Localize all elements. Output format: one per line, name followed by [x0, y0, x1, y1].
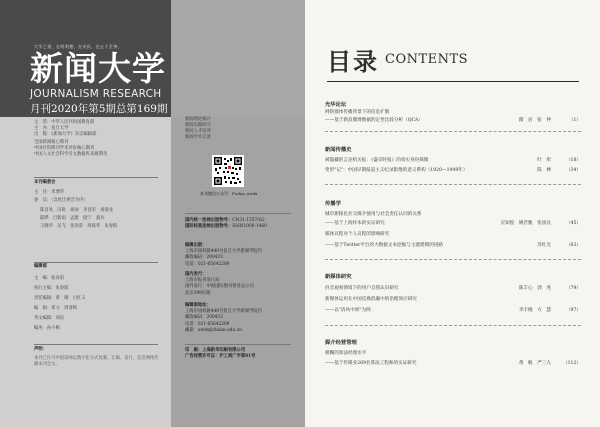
toc-article-title: 模糊的算法经理水平 [325, 351, 367, 356]
toc-article-author: 苏红光 [537, 243, 551, 248]
address-block-distribution [185, 272, 254, 297]
masthead-value: 《新闻大学》杂志编辑部 [51, 132, 97, 137]
address-block-editorial [185, 243, 262, 268]
notice-heading: 声明： [34, 347, 47, 352]
toc-article-page: （18） [565, 158, 581, 163]
journal-title-cn: 新闻大学 [30, 49, 166, 88]
masthead-value: 复旦大学 [51, 126, 69, 131]
pub-value: ISSN1006-1460 [232, 224, 267, 230]
toc-article-author: 黄 帆 严三九 [518, 361, 551, 366]
address-line: 北京399信箱 [185, 290, 211, 296]
printing-block [185, 348, 255, 360]
toc-section-heading: 新媒体研究 [325, 274, 352, 280]
toc-section-heading: 媒介经营管理 [325, 340, 357, 346]
toc-article-author: 叶 彤 [537, 158, 551, 163]
cover-header [0, 0, 171, 117]
toc-article-title: 被隐藏的言论机关报：《盛京时报》的真实身份探微 [325, 158, 429, 163]
toc-article[interactable] [325, 360, 581, 367]
divider [34, 262, 158, 263]
divider [185, 213, 291, 214]
toc-article[interactable] [325, 296, 581, 303]
pub-label: 国际标准连续出版物号： [185, 224, 233, 230]
issn-block [185, 218, 267, 230]
toc-top-rule [327, 81, 579, 82]
toc-title-en: CONTENTS [385, 52, 469, 67]
mission-item: 新闻实践研究 [185, 123, 211, 128]
toc-article-author: 隋 岩 张 仲 [518, 118, 551, 123]
address-label: 国内发行： [185, 272, 207, 277]
qr-caption: 本刊微信公众号：Fudan_xwdx [200, 191, 258, 196]
toc-article[interactable] [325, 242, 581, 249]
toc-article[interactable] [325, 220, 581, 227]
cover-left-column [0, 0, 171, 427]
issue-number: 月刊2020年第5期总第169期 [30, 103, 168, 115]
address-line: 邮政编码：200433 [185, 255, 223, 261]
editorial-board-heading: 本刊编委会 [34, 180, 56, 185]
toc-article[interactable] [325, 117, 581, 124]
editorial-staff-line: 执行主编：朱春阳 [34, 286, 69, 291]
address-line: 国外发行：中国国际图书贸易总公司 [185, 284, 254, 290]
toc-article-title: ——基于传媒业269名算法工程师的实证研究 [325, 361, 417, 366]
toc-article-title: 媒体议程对个人议程的影响研究 [325, 232, 390, 237]
divider [34, 344, 158, 345]
indexing-line: 中国社科期刊学术评价核心期刊 [34, 146, 95, 151]
editorial-board-line: 主 任：米博华 [34, 190, 65, 195]
toc-article[interactable] [325, 157, 581, 164]
toc-article-page: （63） [565, 243, 581, 248]
address-block-office [185, 303, 262, 334]
toc-article-title: 变形"记"：中国早期报道主义纪录影像的意义系构（1920—1949年） [325, 168, 468, 173]
toc-article-author: 陈丰心 郭 兆 [518, 286, 551, 291]
cover-slogan: 大学之道，在明明德，在亲民，在止于至善。 [34, 44, 122, 49]
pub-label: 国内统一连续出版物号： [185, 218, 233, 223]
address-line: 上海市国权路440号复旦大学新闻学院内 [185, 309, 262, 315]
table-of-contents-page [305, 0, 600, 427]
toc-article-page: （34） [565, 168, 581, 173]
toc-article-title: 城市新移民社交媒介使用与社会责任认同的关系 [325, 212, 422, 217]
middle-header-band [171, 0, 305, 117]
editorial-board-line: 陆晔 吕新雨 孟建 倪宁 童兵 [40, 216, 105, 221]
toc-article-title: ——基于新浪微博数据的定性比较分析（QCA） [325, 118, 423, 123]
masthead-label: 出 版： [34, 132, 52, 137]
address-label: 编辑部地址： [185, 303, 211, 308]
toc-article-author: 陈 婵 [537, 168, 551, 173]
mission-item: 新闻人才培养 [185, 129, 211, 134]
divider [34, 177, 158, 178]
toc-section-heading: 光华论坛 [325, 102, 347, 108]
qr-code-icon [213, 156, 243, 186]
notice-text: 本刊已许可中国知网以数字化方式复制、汇编、发行、信息网络传播本刊全文。 [34, 356, 159, 368]
toc-article[interactable] [325, 109, 581, 116]
toc-article-title: ——基于Twitter平台的大数据文本挖掘与主题建模的进路 [325, 243, 443, 248]
indexing-line: 全国新闻核心期刊 [34, 140, 69, 145]
toc-article[interactable] [325, 167, 581, 174]
toc-article-page: （79） [565, 286, 581, 291]
printing-line: 广告经营许可证：沪工商广字第01号 [185, 354, 256, 360]
address-label: 编辑出版： [185, 243, 207, 248]
section-divider [325, 259, 581, 260]
toc-title-cn: 目录 [327, 47, 379, 76]
toc-article[interactable] [325, 231, 581, 238]
toc-article-page: （1） [568, 118, 581, 123]
address-line: 上海市报刊发行局 [185, 278, 220, 284]
masthead-value: 中华人民共和国教育部 [51, 120, 95, 125]
section-divider [325, 325, 581, 326]
toc-article-author: 李丰晓 方 慧 [518, 308, 551, 313]
editorial-staff-line: 主 编：张涛甫 [34, 276, 65, 281]
toc-article-page: （112） [563, 361, 581, 366]
address-line: 电话：021-65642289 [185, 261, 230, 267]
editorial-board-line: 王晓华 吴飞 张涛甫 周葆华 朱春阳 [40, 224, 118, 229]
address-line: 电话：021-65642289 [185, 321, 230, 327]
toc-article-title: 新媒体运用在中国反腐倡廉中的治理效应研究 [325, 297, 417, 302]
toc-article-title: 网络群体传播背景下的信息扩散 [325, 110, 390, 115]
toc-article[interactable] [325, 285, 581, 292]
mission-item: 新闻学术交流 [185, 135, 211, 140]
toc-section-heading: 新闻传播史 [325, 147, 352, 153]
printing-line: 印 刷：上海新华印刷有限公司 [185, 348, 246, 353]
cover-middle-column [171, 0, 305, 427]
masthead-publisher [34, 132, 96, 138]
toc-section-heading: 传播学 [325, 201, 341, 207]
toc-article[interactable] [325, 211, 581, 218]
toc-article-title: 抖音观看情境下的用户自我认识研究 [325, 286, 399, 291]
editorial-board-line: 陈昌凤 冯锐 胡泳 李良荣 刘海龙 [40, 208, 114, 213]
address-line: 上海市国权路440号复旦大学新闻学院内 [185, 249, 262, 255]
toc-article-title: ——基于上海样本的实证研究 [325, 221, 385, 226]
masthead-label: 主 管： [34, 120, 52, 125]
toc-article-author: 应知悦 姚若甄 张国良 [500, 221, 551, 226]
editorial-staff-line: 英文编辑：刘岩 [34, 316, 65, 321]
address-line: 邮政编码：200433 [185, 315, 223, 321]
masthead-label: 主 办： [34, 126, 52, 131]
editorial-staff-heading: 编辑部 [34, 264, 47, 269]
divider [185, 344, 291, 345]
toc-article-title: ——以"清风中原"为例 [325, 308, 371, 313]
editorial-staff-line: 责任编辑：黄 瑚 白红义 [34, 296, 86, 301]
toc-article-page: （45） [565, 221, 581, 226]
indexing-line: 中国人文社会科学引文数据库来源期刊 [34, 152, 108, 157]
section-divider [325, 184, 581, 185]
editorial-staff-line: 编务：孙小桐 [34, 326, 60, 331]
wechat-qr-code [212, 155, 244, 187]
editorial-staff-line: 编 辑：邓力 周睿鸣 [34, 306, 77, 311]
toc-article[interactable] [325, 350, 581, 357]
pub-value: CN31-1357/G2 [232, 218, 265, 223]
address-line: 邮箱：xwdx@fudan.edu.cn [185, 327, 242, 333]
journal-mission-list [185, 117, 211, 141]
editorial-board-line: 委 员：（以姓氏拼音为序） [34, 198, 88, 203]
toc-article[interactable] [325, 307, 581, 314]
section-divider [325, 131, 581, 132]
toc-article-page: （97） [565, 308, 581, 313]
journal-title-en: JOURNALISM RESEARCH [30, 88, 162, 100]
mission-item: 新闻理论探讨 [185, 117, 211, 122]
